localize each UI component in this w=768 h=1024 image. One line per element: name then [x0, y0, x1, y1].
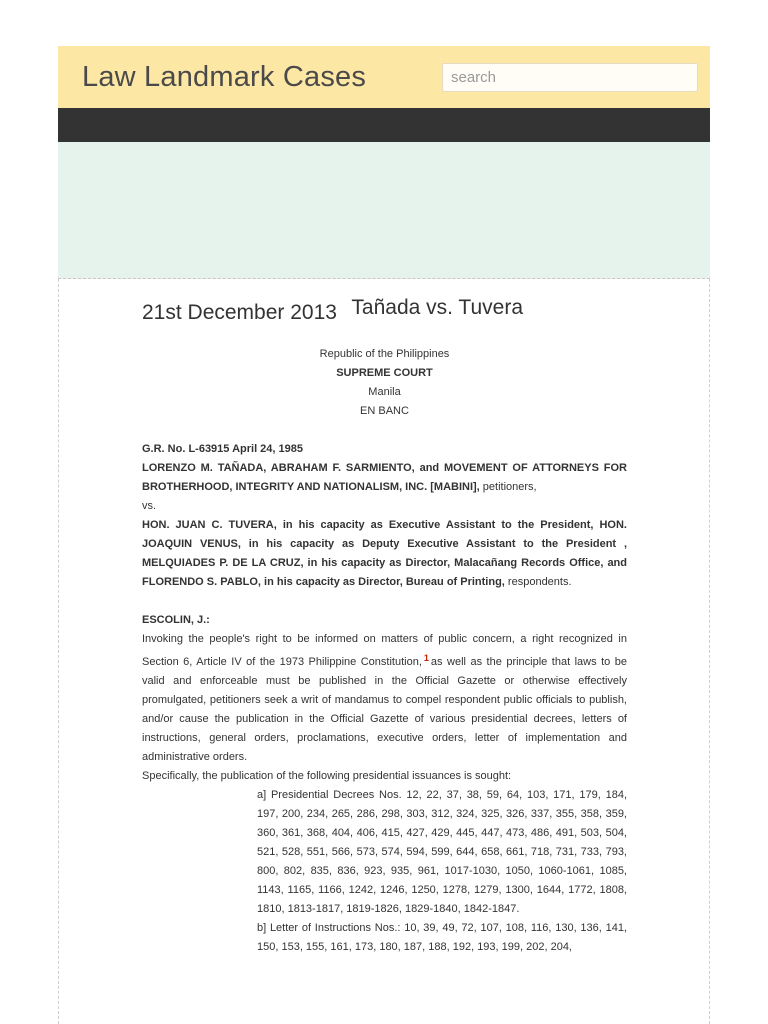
respondents — [142, 516, 627, 592]
post-title[interactable]: Tañada vs. Tuvera — [351, 296, 524, 319]
ad-banner — [58, 142, 710, 279]
case-number: G.R. No. L-63915 April 24, 1985 — [142, 443, 303, 455]
paragraph-1-part-1: Invoking the people's right to be informed on matters of public concern, a right recognized in Section 6, Article IV of the 1973 Philippine Constitution, — [142, 633, 627, 668]
footnote-link[interactable]: 1 — [423, 653, 429, 663]
site-header — [58, 46, 710, 108]
court-division: EN BANC — [360, 405, 409, 417]
court-country: Republic of the Philippines — [319, 348, 450, 360]
post-date: 21st December 2013 — [142, 301, 337, 324]
list-item-b: b] Letter of Instructions Nos.: 10, 39, 49, 72, 107, 108, 116, 130, 136, 141, 150, 153, 155, 161, 173, 180, 187, 188, 192, 193, 199, 202, 204, — [257, 922, 627, 953]
page-frame — [58, 46, 710, 1024]
nav-bar — [58, 108, 710, 142]
petitioners-names: LORENZO M. TAÑADA, ABRAHAM F. SARMIENTO, and MOVEMENT OF ATTORNEYS FOR BROTHERHOOD, INTEGRITY AND NATIONALISM, INC. [MABINI], — [142, 462, 627, 493]
search-input[interactable] — [442, 63, 698, 92]
site-title[interactable]: Law Landmark Cases — [82, 60, 367, 93]
post-header — [142, 296, 524, 325]
post-content — [58, 279, 710, 1024]
paragraph-1 — [142, 630, 627, 767]
paragraph-2: Specifically, the publication of the following presidential issuances is sought: — [142, 770, 512, 782]
petitioners-label: petitioners, — [479, 481, 537, 493]
court-name: SUPREME COURT — [336, 367, 433, 379]
paragraph-1-part-2: as well as the principle that laws to be valid and enforceable must be published in the Official Gazette or otherwise effectively promulgated, petitioners seek a writ of mandamus to compel respondent public officials to publish, and/or cause the publication in the Official Gazette of various presidential decrees, letters of instructions, general orders, proclamations, executive orders, letter of implementation and administrative orders. — [142, 656, 627, 763]
versus: vs. — [142, 500, 157, 512]
ponente: ESCOLIN, J.: — [142, 614, 210, 626]
court-location: Manila — [368, 386, 401, 398]
respondents-label: respondents. — [504, 576, 572, 588]
respondents-names: HON. JUAN C. TUVERA, in his capacity as Executive Assistant to the President, HON. JOAQUIN VENUS, in his capacity as Deputy Executive Assistant to the President , MELQUIADES P. DE LA CRUZ, in his capacity as Director, Malacañang Records Office, and FLORENDO S. PABLO, in his capacity as Director, Bureau of Printing, — [142, 519, 627, 588]
case-document — [142, 345, 627, 957]
petitioners — [142, 459, 627, 497]
list-item-a: a] Presidential Decrees Nos. 12, 22, 37, 38, 59, 64, 103, 171, 179, 184, 197, 200, 234, 265, 286, 298, 303, 312, 324, 325, 326, 337, 355, 358, 359, 360, 361, 368, 404, 406, 415, 427, 429, 445, 447, 473, 486, 491, 503, 504, 521, 528, 551, 566, 573, 574, 594, 599, 644, 658, 661, 718, 731, 733, 793, 800, 802, 835, 836, 923, 935, 961, 1017-1030, 1050, 1060-1061, 1085, 1143, 1165, 1166, 1242, 1246, 1250, 1278, 1279, 1300, 1644, 1772, 1808, 1810, 1813-1817, 1819-1826, 1829-1840, 1842-1847. — [257, 789, 627, 915]
